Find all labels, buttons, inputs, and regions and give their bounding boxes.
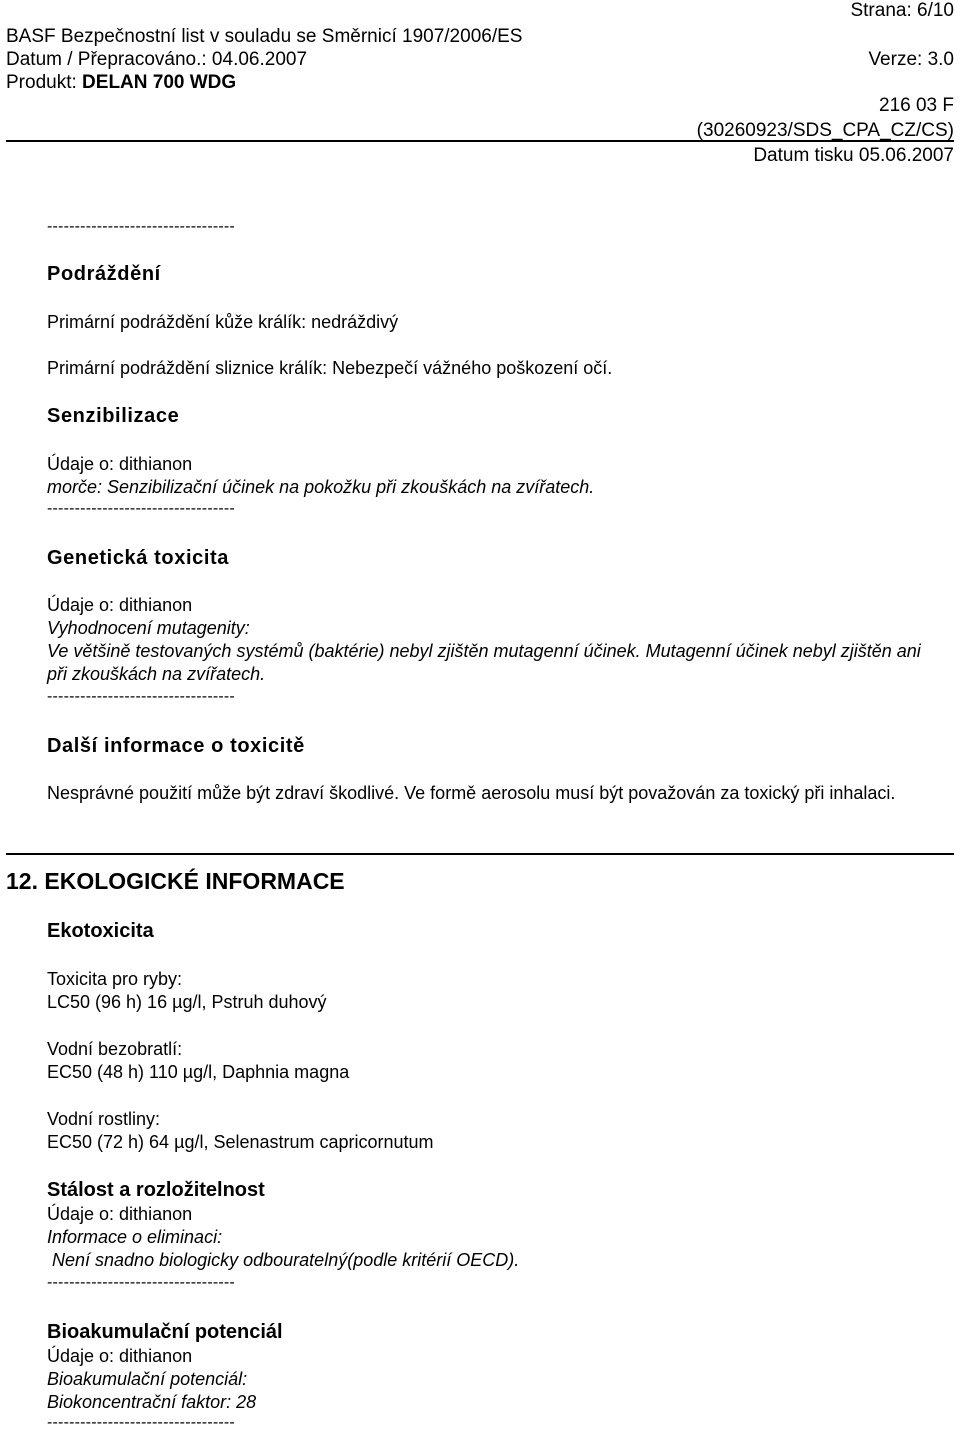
persistence-heading: Stálost a rozložitelnost <box>47 1179 265 1201</box>
other-toxicity-text: Nesprávné použití může být zdraví škodlivé. Ve formě aerosolu musí být považován za toxický při inhalaci. <box>47 783 896 803</box>
mutagenicity-label: Vyhodnocení mutagenity: <box>47 618 250 638</box>
other-toxicity-heading: Další informace o toxicitě <box>47 735 305 757</box>
bioconcentration-factor: Biokoncentrační faktor: 28 <box>47 1392 257 1412</box>
skin-irritation: Primární podráždění kůže králík: nedráždivý <box>47 312 399 332</box>
version: Verze: 3.0 <box>868 49 954 70</box>
section-rule <box>6 853 954 855</box>
elimination-text: Není snadno biologicky odbouratelný(podle kritérií OECD). <box>52 1250 520 1270</box>
invertebrates-label: Vodní bezobratlí: <box>47 1039 183 1059</box>
bioaccumulation-heading: Bioakumulační potenciál <box>47 1321 283 1343</box>
fish-toxicity-label: Toxicita pro ryby: <box>47 969 183 989</box>
separator: ---------------------------------- <box>47 500 235 517</box>
bioaccumulation-source: Údaje o: dithianon <box>47 1346 193 1366</box>
plants-label: Vodní rostliny: <box>47 1109 161 1129</box>
mucosa-irritation: Primární podráždění sliznice králík: Nebezpečí vážného poškození očí. <box>47 358 613 378</box>
sensitization-heading: Senzibilizace <box>47 405 180 427</box>
persistence-source: Údaje o: dithianon <box>47 1204 193 1224</box>
bioaccumulation-label: Bioakumulační potenciál: <box>47 1369 248 1389</box>
document-id: (30260923/SDS_CPA_CZ/CS) <box>696 120 954 141</box>
invertebrates-value: EC50 (48 h) 110 µg/l, Daphnia magna <box>47 1062 350 1082</box>
genetic-heading: Genetická toxicita <box>47 547 229 569</box>
genetic-source: Údaje o: dithianon <box>47 595 193 615</box>
separator: ---------------------------------- <box>47 1414 235 1431</box>
product-line <box>6 72 236 94</box>
sensitization-result: morče: Senzibilizační účinek na pokožku při zkouškách na zvířatech. <box>47 477 595 497</box>
irritation-heading: Podráždění <box>47 263 161 285</box>
print-date: Datum tisku 05.06.2007 <box>753 145 954 166</box>
elimination-label: Informace o eliminaci: <box>47 1227 223 1247</box>
plants-value: EC50 (72 h) 64 µg/l, Selenastrum capricornutum <box>47 1132 434 1152</box>
page-number: Strana: 6/10 <box>850 0 954 21</box>
fish-toxicity-value: LC50 (96 h) 16 µg/l, Pstruh duhový <box>47 992 327 1012</box>
separator: ---------------------------------- <box>47 1274 235 1291</box>
ecotoxicity-heading: Ekotoxicita <box>47 920 154 942</box>
product-label: Produkt: <box>6 72 83 93</box>
product-name: DELAN 700 WDG <box>82 72 237 93</box>
section-12-heading: 12. EKOLOGICKÉ INFORMACE <box>6 868 345 894</box>
mutagenicity-text: Ve většině testovaných systémů (baktérie) nebyl zjištěn mutagenní účinek. Mutagenní účinek nebyl zjištěn ani při zkouškách na zvířatech. <box>47 641 921 684</box>
sensitization-source: Údaje o: dithianon <box>47 454 193 474</box>
revision-date: Datum / Přepracováno.: 04.06.2007 <box>6 49 308 70</box>
product-code: 216 03 F <box>879 95 954 116</box>
separator: ---------------------------------- <box>47 688 235 705</box>
separator: ---------------------------------- <box>47 218 235 235</box>
document-title: BASF Bezpečnostní list v souladu se Směrnicí 1907/2006/ES <box>6 26 523 47</box>
